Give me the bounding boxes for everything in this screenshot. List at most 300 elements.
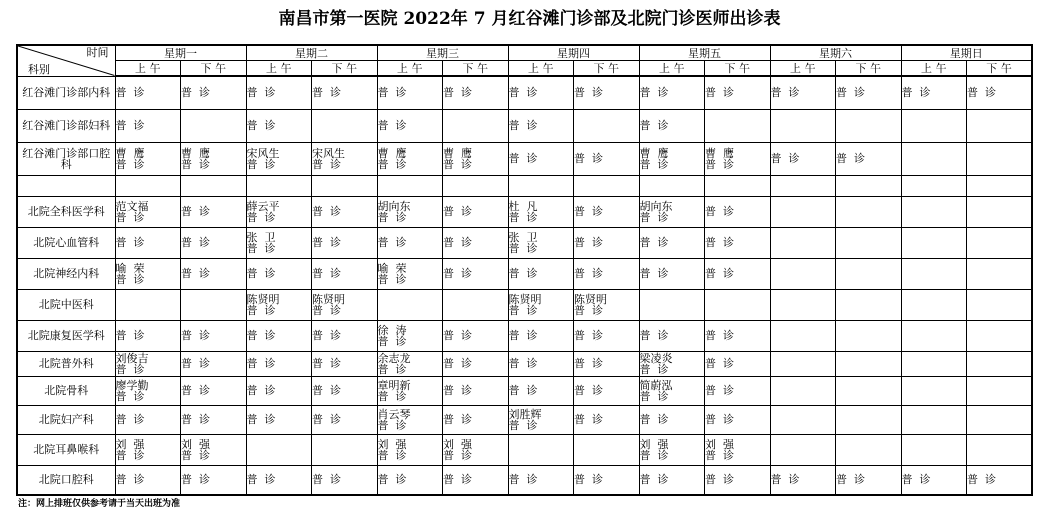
clinic-type: 普 诊 <box>639 119 669 132</box>
clinic-type: 普 诊 <box>115 473 145 486</box>
schedule-cell <box>443 227 509 258</box>
schedule-cell <box>377 76 443 109</box>
empty-cell <box>770 258 836 289</box>
clinic-type: 普 诊 <box>836 473 865 486</box>
clinic-type: 普 诊 <box>312 329 341 342</box>
schedule-cell <box>705 320 771 351</box>
clinic-type: 普 诊 <box>705 357 734 370</box>
empty-cell <box>901 434 967 465</box>
clinic-type: 普 诊 <box>443 205 472 218</box>
doctor-name: 刘 强 <box>115 437 145 451</box>
clinic-type: 普 诊 <box>443 86 472 100</box>
clinic-type: 普 诊 <box>508 473 538 486</box>
schedule-cell <box>115 465 181 495</box>
table-row <box>17 289 1032 320</box>
doctor-name: 徐 涛 <box>377 323 407 337</box>
schedule-cell <box>574 258 640 289</box>
empty-cell <box>901 175 967 196</box>
clinic-type: 普 诊 <box>115 119 145 132</box>
clinic-type: 普 诊 <box>574 86 603 100</box>
schedule-cell <box>508 376 574 405</box>
clinic-type: 普 诊 <box>377 86 407 100</box>
schedule-cell <box>377 196 443 227</box>
empty-cell <box>181 289 247 320</box>
clinic-type: 普 诊 <box>836 152 865 165</box>
empty-cell <box>574 109 640 142</box>
clinic-type: 普 诊 <box>574 303 603 317</box>
clinic-type: 普 诊 <box>443 413 472 426</box>
morning-header: 上 午 <box>508 61 574 77</box>
clinic-type: 普 诊 <box>181 473 210 486</box>
doctor-name: 张 卫 <box>508 230 538 244</box>
day-header: 星期日 <box>901 45 1032 61</box>
empty-cell <box>246 434 312 465</box>
empty-cell <box>770 227 836 258</box>
schedule-cell <box>246 109 312 142</box>
schedule-cell <box>443 376 509 405</box>
schedule-cell <box>246 465 312 495</box>
day-header: 星期一 <box>115 45 246 61</box>
clinic-type: 普 诊 <box>246 267 276 280</box>
clinic-type: 普 诊 <box>181 329 210 342</box>
schedule-cell <box>967 465 1033 495</box>
clinic-type: 普 诊 <box>967 86 996 100</box>
day-header: 星期二 <box>246 45 377 61</box>
clinic-type: 普 诊 <box>705 329 734 342</box>
clinic-type: 普 诊 <box>115 413 145 426</box>
clinic-type: 普 诊 <box>181 267 210 280</box>
schedule-cell <box>639 320 705 351</box>
clinic-type: 普 诊 <box>443 236 472 249</box>
schedule-cell <box>639 434 705 465</box>
doctor-name: 喻 荣 <box>377 261 407 275</box>
schedule-cell <box>181 434 247 465</box>
table-row <box>17 376 1032 405</box>
schedule-cell <box>246 351 312 376</box>
clinic-type: 普 诊 <box>639 413 669 426</box>
empty-cell <box>574 175 640 196</box>
clinic-type: 普 诊 <box>901 473 931 486</box>
clinic-type: 普 诊 <box>377 362 407 376</box>
schedule-cell <box>312 142 378 175</box>
doctor-name: 章明新 <box>377 378 411 392</box>
empty-cell <box>836 109 902 142</box>
schedule-cell <box>574 465 640 495</box>
schedule-cell <box>181 258 247 289</box>
schedule-cell <box>246 196 312 227</box>
clinic-type: 普 诊 <box>574 236 603 249</box>
empty-cell <box>901 376 967 405</box>
time-label: 时间 <box>86 46 109 59</box>
clinic-type: 普 诊 <box>246 357 276 370</box>
clinic-type: 普 诊 <box>639 448 669 462</box>
doctor-name: 曹 鹰 <box>705 146 734 160</box>
empty-cell <box>377 289 443 320</box>
doctor-name: 刘俊吉 <box>115 351 149 365</box>
afternoon-header: 下 午 <box>836 61 902 77</box>
schedule-cell <box>377 376 443 405</box>
clinic-type: 普 诊 <box>443 473 472 486</box>
page-title: 南昌市第一医院 2022年 7 月红谷滩门诊部及北院门诊医师出诊表 <box>278 9 781 29</box>
clinic-type: 普 诊 <box>639 236 669 249</box>
clinic-type: 普 诊 <box>639 473 669 486</box>
empty-cell <box>770 405 836 434</box>
schedule-cell <box>705 405 771 434</box>
doctor-name: 刘 强 <box>639 437 669 451</box>
schedule-cell <box>377 320 443 351</box>
empty-cell <box>770 376 836 405</box>
schedule-cell <box>115 227 181 258</box>
day-header: 星期四 <box>508 45 639 61</box>
clinic-type: 普 诊 <box>377 119 407 132</box>
empty-cell <box>901 142 967 175</box>
schedule-cell <box>574 351 640 376</box>
schedule-cell <box>574 320 640 351</box>
doctor-name: 陈贤明 <box>508 292 542 306</box>
dept-label: 科别 <box>28 62 50 76</box>
schedule-cell <box>508 289 574 320</box>
schedule-cell <box>508 109 574 142</box>
clinic-type: 普 诊 <box>574 152 603 165</box>
schedule-cell <box>181 76 247 109</box>
corner-header-cell <box>17 45 115 76</box>
clinic-type: 普 诊 <box>246 86 276 100</box>
schedule-cell <box>312 76 378 109</box>
clinic-type: 普 诊 <box>770 86 800 100</box>
clinic-type: 普 诊 <box>181 236 210 249</box>
doctor-name: 曹 鹰 <box>443 146 472 160</box>
clinic-type: 普 诊 <box>377 473 407 486</box>
doctor-name: 陈贤明 <box>312 292 345 306</box>
schedule-cell <box>312 351 378 376</box>
clinic-type: 普 诊 <box>443 448 472 462</box>
empty-cell <box>770 175 836 196</box>
morning-header: 上 午 <box>246 61 312 77</box>
clinic-type: 普 诊 <box>574 357 603 370</box>
header-row-halfdays <box>17 61 1032 77</box>
department-cell: 红谷滩门诊部妇科 <box>17 109 115 142</box>
empty-cell <box>967 351 1033 376</box>
clinic-type: 普 诊 <box>377 448 407 462</box>
schedule-cell <box>181 405 247 434</box>
clinic-type: 普 诊 <box>508 357 538 370</box>
schedule-cell <box>377 258 443 289</box>
empty-cell <box>967 227 1033 258</box>
table-row <box>17 351 1032 376</box>
empty-cell <box>770 196 836 227</box>
afternoon-header: 下 午 <box>312 61 378 77</box>
doctor-name: 陈贤明 <box>246 292 280 306</box>
clinic-type: 普 诊 <box>639 329 669 342</box>
schedule-cell <box>246 320 312 351</box>
empty-cell <box>836 227 902 258</box>
schedule-cell <box>508 465 574 495</box>
empty-cell <box>443 175 509 196</box>
schedule-cell <box>901 465 967 495</box>
empty-cell <box>967 196 1033 227</box>
doctor-name: 刘 强 <box>443 437 472 451</box>
clinic-type: 普 诊 <box>443 329 472 342</box>
table-row <box>17 142 1032 175</box>
empty-cell <box>967 142 1033 175</box>
schedule-cell <box>443 76 509 109</box>
schedule-cell <box>705 227 771 258</box>
empty-cell <box>770 434 836 465</box>
empty-cell <box>639 175 705 196</box>
afternoon-header: 下 午 <box>705 61 771 77</box>
empty-cell <box>967 405 1033 434</box>
schedule-cell <box>115 258 181 289</box>
clinic-type: 普 诊 <box>508 267 538 280</box>
schedule-cell <box>377 142 443 175</box>
clinic-type: 普 诊 <box>705 448 734 462</box>
doctor-name: 薛云平 <box>246 199 280 213</box>
empty-cell <box>312 175 378 196</box>
schedule-cell <box>181 142 247 175</box>
schedule-cell <box>639 405 705 434</box>
clinic-type: 普 诊 <box>443 384 472 397</box>
doctor-name: 范文福 <box>115 199 149 213</box>
schedule-cell <box>443 351 509 376</box>
empty-cell <box>705 289 771 320</box>
empty-cell <box>770 320 836 351</box>
header-row-days <box>17 45 1032 61</box>
clinic-type: 普 诊 <box>312 236 341 249</box>
schedule-cell <box>181 227 247 258</box>
clinic-type: 普 诊 <box>312 157 341 171</box>
empty-cell <box>836 351 902 376</box>
empty-cell <box>770 289 836 320</box>
schedule-cell <box>115 320 181 351</box>
clinic-type: 普 诊 <box>377 272 407 286</box>
clinic-type: 普 诊 <box>443 267 472 280</box>
clinic-type: 普 诊 <box>312 86 341 100</box>
empty-cell <box>901 258 967 289</box>
schedule-cell <box>181 196 247 227</box>
schedule-cell <box>639 376 705 405</box>
department-cell: 北院神经内科 <box>17 258 115 289</box>
department-cell: 北院妇产科 <box>17 405 115 434</box>
schedule-table <box>16 44 1033 496</box>
clinic-type: 普 诊 <box>508 210 538 224</box>
doctor-name: 曹 鹰 <box>377 146 407 160</box>
day-header: 星期六 <box>770 45 901 61</box>
clinic-type: 普 诊 <box>246 413 276 426</box>
morning-header: 上 午 <box>377 61 443 77</box>
afternoon-header: 下 午 <box>574 61 640 77</box>
clinic-type: 普 诊 <box>574 267 603 280</box>
morning-header: 上 午 <box>115 61 181 77</box>
empty-cell <box>181 109 247 142</box>
schedule-cell <box>115 142 181 175</box>
doctor-name: 刘 强 <box>377 437 407 451</box>
empty-cell <box>836 376 902 405</box>
doctor-name: 曹 鹰 <box>181 146 210 160</box>
schedule-cell <box>181 351 247 376</box>
empty-cell <box>312 434 378 465</box>
schedule-cell <box>246 142 312 175</box>
clinic-type: 普 诊 <box>115 329 145 342</box>
schedule-cell <box>377 227 443 258</box>
empty-cell <box>508 175 574 196</box>
department-cell: 红谷滩门诊部内科 <box>17 76 115 109</box>
clinic-type: 普 诊 <box>115 448 145 462</box>
department-cell: 北院口腔科 <box>17 465 115 495</box>
clinic-type: 普 诊 <box>246 473 276 486</box>
afternoon-header: 下 午 <box>181 61 247 77</box>
schedule-cell <box>443 434 509 465</box>
schedule-cell <box>770 76 836 109</box>
clinic-type: 普 诊 <box>967 473 996 486</box>
empty-cell <box>246 175 312 196</box>
clinic-type: 普 诊 <box>705 236 734 249</box>
schedule-cell <box>901 76 967 109</box>
schedule-cell <box>836 142 902 175</box>
clinic-type: 普 诊 <box>312 303 341 317</box>
afternoon-header: 下 午 <box>443 61 509 77</box>
schedule-cell <box>312 405 378 434</box>
clinic-type: 普 诊 <box>705 267 734 280</box>
schedule-cell <box>508 258 574 289</box>
clinic-type: 普 诊 <box>574 329 603 342</box>
clinic-type: 普 诊 <box>377 334 407 348</box>
clinic-type: 普 诊 <box>312 205 341 218</box>
clinic-type: 普 诊 <box>508 303 538 317</box>
department-cell: 北院骨科 <box>17 376 115 405</box>
schedule-cell <box>508 227 574 258</box>
schedule-cell <box>639 76 705 109</box>
clinic-type: 普 诊 <box>639 389 669 403</box>
clinic-type: 普 诊 <box>312 357 341 370</box>
empty-cell <box>967 289 1033 320</box>
empty-cell <box>508 434 574 465</box>
schedule-cell <box>115 196 181 227</box>
schedule-cell <box>508 142 574 175</box>
schedule-cell <box>639 258 705 289</box>
doctor-name: 梁凌炎 <box>639 351 673 365</box>
clinic-type: 普 诊 <box>639 157 669 171</box>
schedule-cell <box>770 142 836 175</box>
empty-cell <box>901 405 967 434</box>
schedule-cell <box>115 351 181 376</box>
clinic-type: 普 诊 <box>181 413 210 426</box>
table-row <box>17 76 1032 109</box>
empty-cell <box>770 351 836 376</box>
clinic-type: 普 诊 <box>115 362 145 376</box>
doctor-name: 曹 鹰 <box>115 146 145 160</box>
clinic-type: 普 诊 <box>639 86 669 100</box>
schedule-cell <box>574 289 640 320</box>
schedule-cell <box>443 465 509 495</box>
clinic-type: 普 诊 <box>246 303 276 317</box>
clinic-type: 普 诊 <box>246 241 276 255</box>
table-row <box>17 227 1032 258</box>
clinic-type: 普 诊 <box>705 384 734 397</box>
empty-cell <box>705 109 771 142</box>
doctor-name: 曹 鹰 <box>639 146 669 160</box>
clinic-type: 普 诊 <box>246 210 276 224</box>
empty-cell <box>377 175 443 196</box>
empty-cell <box>901 320 967 351</box>
clinic-type: 普 诊 <box>770 152 800 165</box>
empty-cell <box>574 434 640 465</box>
schedule-cell <box>705 142 771 175</box>
department-cell: 北院全科医学科 <box>17 196 115 227</box>
doctor-name: 余志龙 <box>377 351 411 365</box>
clinic-type: 普 诊 <box>705 86 734 100</box>
doctor-name: 刘胜辉 <box>508 407 542 421</box>
empty-cell <box>967 434 1033 465</box>
schedule-cell <box>443 258 509 289</box>
schedule-cell <box>705 434 771 465</box>
empty-cell <box>705 175 771 196</box>
doctor-name: 杜 凡 <box>508 199 538 213</box>
clinic-type: 普 诊 <box>115 157 145 171</box>
empty-cell <box>312 109 378 142</box>
clinic-type: 普 诊 <box>705 413 734 426</box>
clinic-type: 普 诊 <box>705 157 734 171</box>
schedule-cell <box>246 376 312 405</box>
clinic-type: 普 诊 <box>770 473 800 486</box>
clinic-type: 普 诊 <box>377 418 407 432</box>
schedule-cell <box>639 109 705 142</box>
schedule-cell <box>443 196 509 227</box>
department-cell: 北院中医科 <box>17 289 115 320</box>
day-header: 星期三 <box>377 45 508 61</box>
clinic-type: 普 诊 <box>574 384 603 397</box>
clinic-type: 普 诊 <box>574 205 603 218</box>
day-header: 星期五 <box>639 45 770 61</box>
empty-cell <box>639 289 705 320</box>
clinic-type: 普 诊 <box>312 384 341 397</box>
schedule-cell <box>574 142 640 175</box>
clinic-type: 普 诊 <box>312 267 341 280</box>
empty-cell <box>181 175 247 196</box>
empty-cell <box>836 258 902 289</box>
clinic-type: 普 诊 <box>115 272 145 286</box>
department-cell: 北院普外科 <box>17 351 115 376</box>
clinic-type: 普 诊 <box>115 210 145 224</box>
schedule-cell <box>115 76 181 109</box>
schedule-cell <box>770 465 836 495</box>
clinic-type: 普 诊 <box>508 418 538 432</box>
clinic-type: 普 诊 <box>181 157 210 171</box>
doctor-name: 喻 荣 <box>115 261 145 275</box>
schedule-cell <box>508 196 574 227</box>
empty-cell <box>836 289 902 320</box>
clinic-type: 普 诊 <box>181 357 210 370</box>
doctor-name: 胡向东 <box>639 199 673 213</box>
clinic-type: 普 诊 <box>836 86 865 100</box>
clinic-type: 普 诊 <box>246 119 276 132</box>
clinic-type: 普 诊 <box>508 86 538 100</box>
table-row <box>17 109 1032 142</box>
schedule-cell <box>574 76 640 109</box>
clinic-type: 普 诊 <box>181 448 210 462</box>
clinic-type: 普 诊 <box>639 362 669 376</box>
schedule-cell <box>574 405 640 434</box>
schedule-cell <box>639 196 705 227</box>
doctor-name: 刘 强 <box>181 437 210 451</box>
schedule-cell <box>115 109 181 142</box>
schedule-cell <box>312 289 378 320</box>
schedule-cell <box>377 465 443 495</box>
table-row <box>17 405 1032 434</box>
schedule-cell <box>443 320 509 351</box>
clinic-type: 普 诊 <box>377 157 407 171</box>
schedule-cell <box>377 434 443 465</box>
doctor-name: 简蔚泓 <box>639 378 673 392</box>
